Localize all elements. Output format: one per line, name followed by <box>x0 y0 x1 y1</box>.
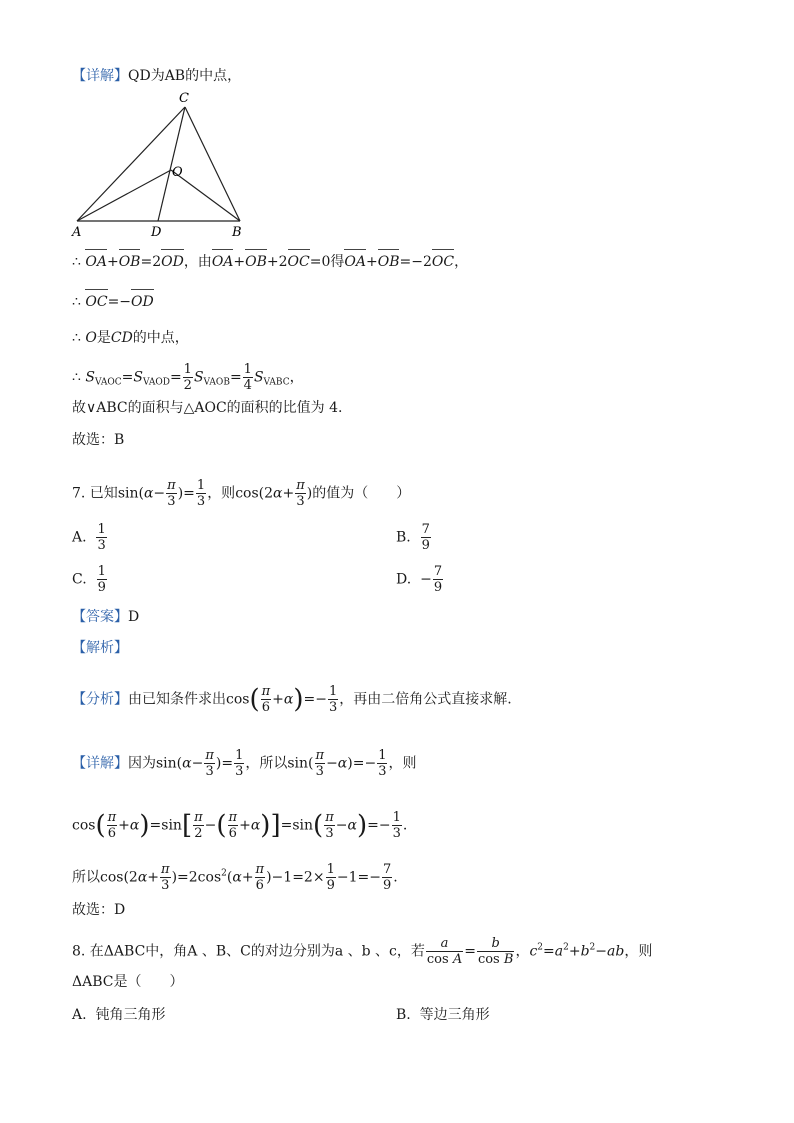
answer-choice-7: 故选：D <box>72 902 126 918</box>
answer-line: 【答案】D <box>72 609 140 625</box>
cos-equation: cos( $\frac{\pi}{6}$ +α)=sin[ $\frac{\pi}{2}$ −( $\frac{\pi}{6}$ +α)]=sin( $\frac{\pi}{3}$ −α)=− $\frac{1}{3}$ . <box>72 810 408 841</box>
q8-option-b[interactable]: B. 等边三角形 <box>396 1007 490 1023</box>
question-7-stem: 7. 已知sin(α− $\frac{\pi}{3}$ )= $\frac{1}{3}$ ，则cos(2α+ $\frac{\pi}{3}$ )的值为（ ） <box>72 478 411 509</box>
q8-option-a[interactable]: A. 钝角三角形 <box>72 1007 166 1023</box>
option-d[interactable]: D. − $\frac{7}{9}$ <box>396 564 443 595</box>
label-o: O <box>172 165 183 180</box>
fenxi-line: 【分析】由已知条件求出cos( $\frac{\pi}{6}$ +α)=− $\frac{1}{3}$ ，再由二倍角公式直接求解. <box>72 684 512 715</box>
option-c[interactable]: C. $\frac{1}{9}$ <box>72 564 106 595</box>
area-equation: ∴ $S_{VAOC}=S_{VAOD}=$ $\frac{1}{2}$ $S_{VAOB}=$ $\frac{1}{4}$ $S_{VABC}$， <box>72 362 304 393</box>
option-a[interactable]: A. $\frac{1}{3}$ <box>72 522 106 553</box>
vector-equation-1: ∴ OA+OB=2OD，由OA+OB+2OC=0得OA+OB=−2OC， <box>72 254 469 270</box>
question-8-stem: 8. 在ΔABC中，角A 、B、C的对边分别为a 、b 、c，若 $\frac{a}{\text{cos A}}$ = $\frac{b}{\text{cos B}}$ ，$c^2=a^2+b^2-ab$，则 <box>72 936 653 967</box>
double-angle-computation: 所以cos(2α+ $\frac{\pi}{3}$ )$=2\cos^2(\alpha+$ $\frac{\pi}{6}$ )−1=2× $\frac{1}{9}$ −1=− $\frac{7}{9}$ . <box>72 862 398 893</box>
answer-choice-6: 故选：B <box>72 432 125 448</box>
label-d: D <box>151 225 162 240</box>
analysis-heading: 【解析】 <box>72 640 128 656</box>
option-b[interactable]: B. $\frac{7}{9}$ <box>396 522 430 553</box>
label-b: B <box>232 225 242 240</box>
label-a: A <box>72 225 82 240</box>
detail-heading <box>72 66 241 86</box>
vector-equation-2: ∴ OC=−OD <box>72 294 154 310</box>
label-c: C <box>179 91 189 106</box>
detail-line: 【详解】因为sin(α− $\frac{\pi}{3}$ )= $\frac{1}{3}$ ，所以sin( $\frac{\pi}{3}$ −α)=− $\frac{1}{3}$ ，则 <box>72 748 417 779</box>
triangle-figure <box>66 90 256 240</box>
detail-intro: QD为AB的中点， <box>128 68 242 84</box>
detail-label: 【详解】 <box>72 68 128 84</box>
question-8-stem-2: ΔABC是（ ） <box>72 974 184 990</box>
ratio-conclusion: 故∨ABC的面积与△AOC的面积的比值为 4. <box>72 400 343 416</box>
o-midpoint-line: ∴ O是CD的中点， <box>72 330 189 346</box>
